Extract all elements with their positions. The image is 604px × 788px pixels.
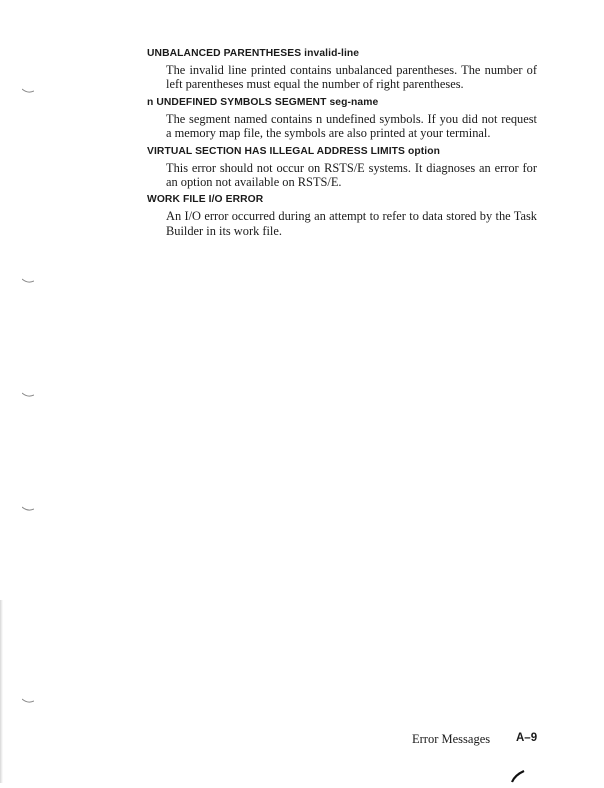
error-description: The invalid line printed contains unbalanced parentheses. The number of left parentheses must equal the number of right parentheses. xyxy=(166,63,537,92)
error-heading-text: WORK FILE I/O ERROR xyxy=(147,194,264,206)
error-entry xyxy=(147,193,537,238)
error-entry xyxy=(147,145,537,190)
error-heading xyxy=(147,145,537,159)
error-description: This error should not occur on RSTS/E systems. It diagnoses an error for an option not available on RSTS/E. xyxy=(166,160,537,190)
page-edge-shadow xyxy=(0,600,3,783)
error-entry xyxy=(147,96,537,141)
footer-section-title: Error Messages xyxy=(412,732,491,746)
error-heading-text: n UNDEFINED SYMBOLS SEGMENT xyxy=(147,96,327,108)
error-heading-argument: seg-name xyxy=(329,96,379,108)
page-number: A–9 xyxy=(516,732,538,744)
error-description: The segment named contains n undefined symbols. If you did not request a memory map file, the symbols are also printed at your terminal. xyxy=(166,111,537,141)
binder-ring-mark xyxy=(22,392,34,398)
error-description: An I/O error occurred during an attempt to refer to data stored by the Task Builder in its work file. xyxy=(166,209,537,238)
error-heading-argument: option xyxy=(407,145,441,157)
error-message-list xyxy=(147,47,537,242)
binder-ring-mark xyxy=(22,278,34,284)
binder-ring-mark xyxy=(22,88,34,94)
error-heading xyxy=(147,96,537,110)
error-heading-text: VIRTUAL SECTION HAS ILLEGAL ADDRESS LIMITS xyxy=(147,145,406,157)
error-heading xyxy=(147,47,537,61)
error-heading-argument: invalid-line xyxy=(304,48,360,59)
error-heading xyxy=(147,193,537,207)
scan-corner-mark xyxy=(510,770,526,783)
binder-ring-mark xyxy=(22,506,34,512)
error-heading-text: UNBALANCED PARENTHESES xyxy=(147,48,302,59)
binder-ring-mark xyxy=(22,698,34,704)
error-entry xyxy=(147,47,537,92)
